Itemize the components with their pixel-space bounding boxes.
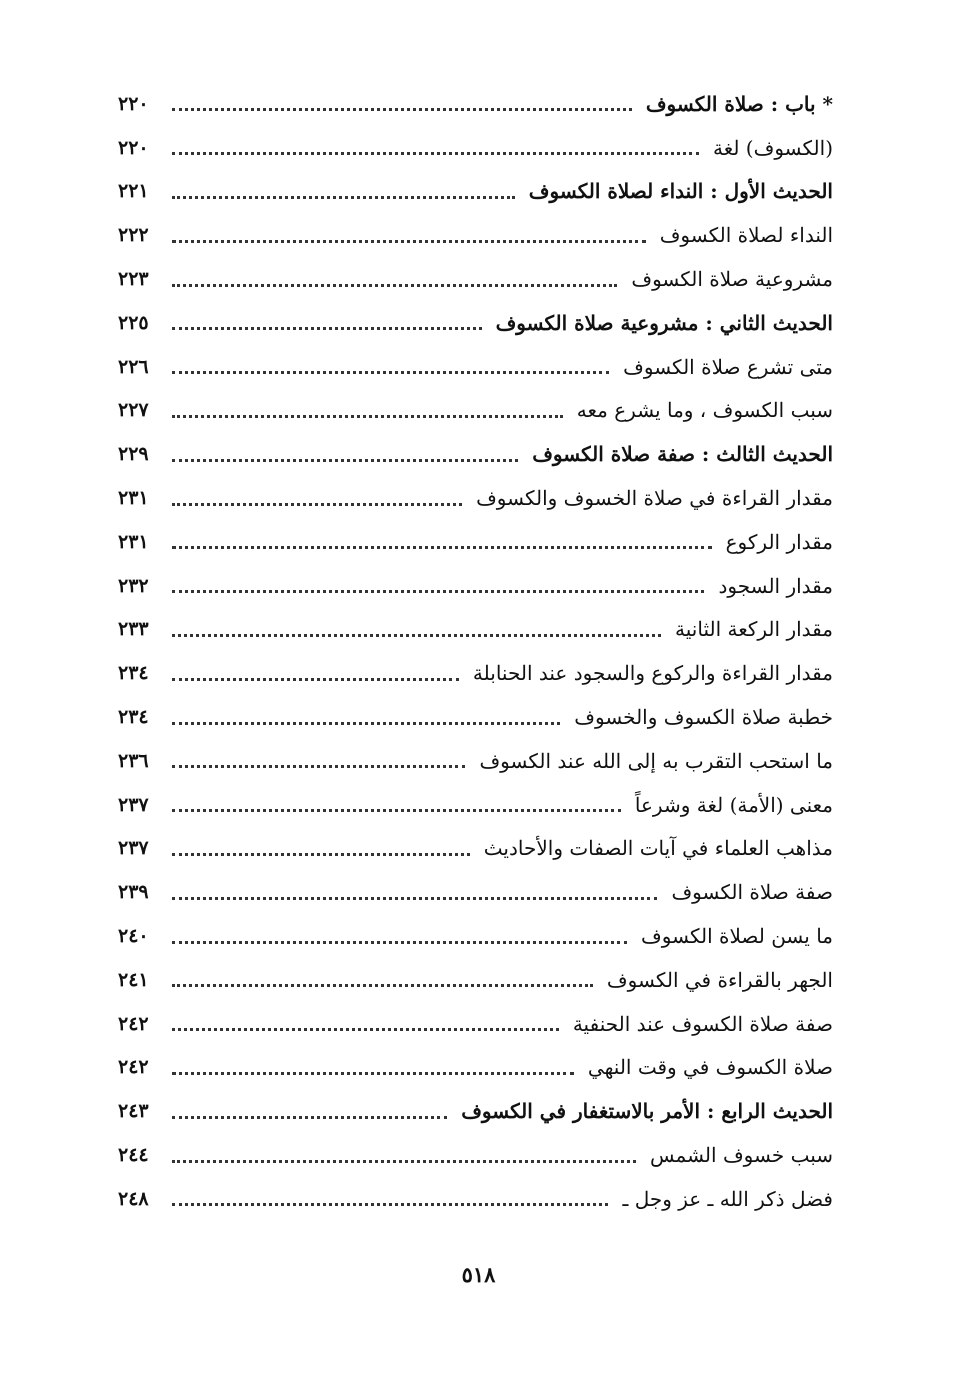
dot-leader bbox=[172, 108, 632, 111]
toc-entry bbox=[118, 827, 833, 871]
dot-leader bbox=[172, 634, 661, 637]
toc-entry bbox=[118, 170, 833, 214]
dot-leader bbox=[172, 722, 560, 725]
toc-entry-title: النداء لصلاة الكسوف bbox=[659, 223, 833, 248]
toc-entry-page: ٢٤١ bbox=[118, 968, 149, 991]
dot-leader bbox=[172, 240, 646, 243]
toc-entry bbox=[118, 783, 833, 827]
toc-entry bbox=[118, 301, 833, 345]
toc-entry bbox=[118, 1133, 833, 1177]
toc-entry bbox=[118, 651, 833, 695]
toc-entry-page: ٢٢٢ bbox=[118, 224, 149, 247]
toc-entry-page: ٢٢٥ bbox=[118, 311, 149, 334]
toc-entry-page: ٢٢٦ bbox=[118, 355, 149, 378]
toc-entry bbox=[118, 476, 833, 520]
toc-entry bbox=[118, 608, 833, 652]
toc-entry-page: ٢٣٩ bbox=[118, 881, 149, 904]
toc-entry bbox=[118, 126, 833, 170]
toc-entry-page: ٢٣٧ bbox=[118, 793, 149, 816]
toc-entry-title: متى تشرع صلاة الكسوف bbox=[623, 354, 833, 379]
dot-leader bbox=[172, 897, 657, 900]
toc-entry-page: ٢٢٣ bbox=[118, 268, 149, 291]
toc-entry-title: سبب الكسوف ، وما يشرع معه bbox=[576, 398, 833, 423]
dot-leader bbox=[172, 678, 459, 681]
toc-entry-title: معنى (الأمة) لغة وشرعاً bbox=[634, 792, 833, 817]
toc-entry-page: ٢٣١ bbox=[118, 487, 149, 510]
toc-entry-page: ٢٤٢ bbox=[118, 1012, 149, 1035]
dot-leader bbox=[172, 327, 482, 330]
toc-entry-title: الحديث الرابع : الأمر بالاستغفار في الكسوف bbox=[461, 1099, 833, 1124]
toc-entry bbox=[118, 520, 833, 564]
toc-entry-title: صلاة الكسوف في وقت النهي bbox=[587, 1055, 833, 1080]
toc-entry bbox=[118, 82, 833, 126]
dot-leader bbox=[172, 152, 699, 155]
toc-entry-page: ٢٣٧ bbox=[118, 837, 149, 860]
toc-entry-title: الحديث الثالث : صفة صلاة الكسوف bbox=[532, 442, 833, 467]
toc-entry-title: مقدار السجود bbox=[718, 573, 833, 598]
dot-leader bbox=[172, 415, 563, 418]
dot-leader bbox=[172, 503, 462, 506]
toc-entry-page: ٢٢٠ bbox=[118, 136, 149, 159]
toc-entry bbox=[118, 958, 833, 1002]
dot-leader bbox=[172, 590, 704, 593]
toc-entry-page: ٢٢٠ bbox=[118, 92, 149, 115]
toc-entry-page: ٢٤٨ bbox=[118, 1187, 149, 1210]
dot-leader bbox=[172, 1116, 447, 1119]
dot-leader bbox=[172, 196, 515, 199]
toc-entry-page: ٢٣٣ bbox=[118, 618, 149, 641]
toc-entry-title: مشروعية صلاة الكسوف bbox=[631, 267, 833, 292]
toc-entry bbox=[118, 257, 833, 301]
dot-leader bbox=[172, 809, 621, 812]
toc-entry-title: فضل ذكر الله ـ عز وجل ـ bbox=[622, 1186, 833, 1211]
toc-entry-page: ٢٢٩ bbox=[118, 443, 149, 466]
toc-entry-title: ما يسن لصلاة الكسوف bbox=[641, 924, 833, 949]
toc-entry bbox=[118, 1002, 833, 1046]
dot-leader bbox=[172, 284, 617, 287]
toc-entry-title: مقدار القراءة في صلاة الخسوف والكسوف bbox=[476, 486, 833, 511]
dot-leader bbox=[172, 941, 627, 944]
toc-entry-page: ٢٣٤ bbox=[118, 662, 149, 685]
toc-entry-page: ٢٢٧ bbox=[118, 399, 149, 422]
dot-leader bbox=[172, 1160, 636, 1163]
toc-entry bbox=[118, 1089, 833, 1133]
toc-entry-title: مذاهب العلماء في آيات الصفات والأحاديث bbox=[483, 836, 833, 861]
toc-entry-page: ٢٤٠ bbox=[118, 925, 149, 948]
dot-leader bbox=[172, 1072, 574, 1075]
toc-entry-page: ٢٣٢ bbox=[118, 574, 149, 597]
toc-entry bbox=[118, 695, 833, 739]
dot-leader bbox=[172, 459, 518, 462]
toc-entry-title: ما استحب التقرب به إلى الله عند الكسوف bbox=[479, 748, 833, 773]
toc-entry bbox=[118, 564, 833, 608]
toc-entry bbox=[118, 389, 833, 433]
toc-entry-title: (الكسوف) لغة bbox=[712, 135, 833, 160]
toc-entry bbox=[118, 345, 833, 389]
toc-entry-title: الحديث الأول : النداء لصلاة الكسوف bbox=[528, 179, 833, 204]
toc-entry bbox=[118, 870, 833, 914]
dot-leader bbox=[172, 984, 593, 987]
toc-entry-title: مقدار القراءة والركوع والسجود عند الحنابلة bbox=[472, 661, 833, 686]
toc-entry-title: سبب خسوف الشمس bbox=[650, 1143, 833, 1168]
dot-leader bbox=[172, 765, 465, 768]
toc-entry-title: مقدار الركعة الثانية bbox=[675, 617, 833, 642]
page-number: ٥١٨ bbox=[461, 1262, 496, 1287]
toc-entry-page: ٢٢١ bbox=[118, 180, 149, 203]
dot-leader bbox=[172, 371, 609, 374]
toc-entry-title: صفة صلاة الكسوف عند الحنفية bbox=[572, 1011, 833, 1036]
toc-entry bbox=[118, 1177, 833, 1221]
toc-entry-page: ٢٣٦ bbox=[118, 749, 149, 772]
toc-entry-page: ٢٤٢ bbox=[118, 1056, 149, 1079]
dot-leader bbox=[172, 1203, 608, 1206]
toc-entry bbox=[118, 1046, 833, 1090]
toc-entry-title: صفة صلاة الكسوف bbox=[671, 880, 833, 905]
toc-entry-title: مقدار الركوع bbox=[725, 529, 833, 554]
toc-entry-title: الجهر بالقراءة في الكسوف bbox=[606, 967, 833, 992]
toc-entry-page: ٢٤٤ bbox=[118, 1144, 149, 1167]
toc-entry-page: ٢٤٣ bbox=[118, 1100, 149, 1123]
table-of-contents bbox=[118, 82, 833, 1221]
dot-leader bbox=[172, 853, 470, 856]
toc-entry bbox=[118, 914, 833, 958]
toc-entry bbox=[118, 739, 833, 783]
toc-entry bbox=[118, 213, 833, 257]
toc-entry-title: الحديث الثاني : مشروعية صلاة الكسوف bbox=[495, 310, 833, 335]
toc-entry-page: ٢٣٤ bbox=[118, 706, 149, 729]
toc-entry bbox=[118, 432, 833, 476]
toc-entry-page: ٢٣١ bbox=[118, 530, 149, 553]
dot-leader bbox=[172, 546, 712, 549]
dot-leader bbox=[172, 1028, 559, 1031]
toc-entry-title: * باب : صلاة الكسوف bbox=[645, 91, 833, 116]
toc-entry-title: خطبة صلاة الكسوف والخسوف bbox=[574, 705, 833, 730]
